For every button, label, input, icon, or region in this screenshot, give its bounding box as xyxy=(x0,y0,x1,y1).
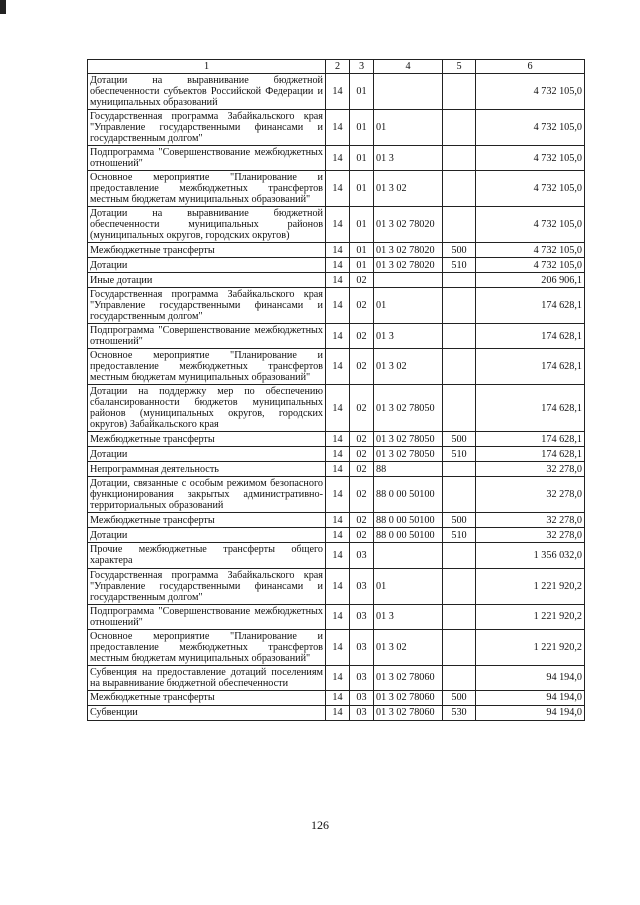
expense-type-code: 500 xyxy=(443,513,476,528)
item-name: Подпрограмма "Совершенствование межбюджетных отношений" xyxy=(88,324,326,349)
target-article-code: 88 0 00 50100 xyxy=(374,477,443,513)
table-row xyxy=(88,477,585,513)
section-code: 14 xyxy=(326,324,350,349)
subsection-code: 02 xyxy=(350,349,374,385)
amount: 174 628,1 xyxy=(476,288,585,324)
item-name: Основное мероприятие "Планирование и предоставление межбюджетных трансфертов местным бюджетам муниципальных образований" xyxy=(88,629,326,665)
header-col-3: 3 xyxy=(350,60,374,74)
target-article-code: 01 xyxy=(374,288,443,324)
amount: 174 628,1 xyxy=(476,432,585,447)
target-article-code: 01 3 xyxy=(374,146,443,171)
section-code: 14 xyxy=(326,543,350,568)
header-col-6: 6 xyxy=(476,60,585,74)
expense-type-code xyxy=(443,477,476,513)
item-name: Подпрограмма "Совершенствование межбюджетных отношений" xyxy=(88,146,326,171)
target-article-code: 01 3 02 78020 xyxy=(374,207,443,243)
section-code: 14 xyxy=(326,705,350,720)
page-number: 126 xyxy=(311,818,329,832)
table-row xyxy=(88,258,585,273)
amount: 4 732 105,0 xyxy=(476,171,585,207)
table-row xyxy=(88,171,585,207)
expense-type-code: 510 xyxy=(443,258,476,273)
section-code: 14 xyxy=(326,629,350,665)
subsection-code: 02 xyxy=(350,528,374,543)
item-name: Межбюджетные трансферты xyxy=(88,513,326,528)
subsection-code: 01 xyxy=(350,74,374,110)
header-col-5: 5 xyxy=(443,60,476,74)
expense-type-code xyxy=(443,543,476,568)
subsection-code: 02 xyxy=(350,385,374,432)
target-article-code: 01 3 02 78060 xyxy=(374,705,443,720)
item-name: Подпрограмма "Совершенствование межбюджетных отношений" xyxy=(88,604,326,629)
amount: 4 732 105,0 xyxy=(476,207,585,243)
section-code: 14 xyxy=(326,207,350,243)
expense-type-code xyxy=(443,629,476,665)
amount: 94 194,0 xyxy=(476,665,585,690)
section-code: 14 xyxy=(326,258,350,273)
target-article-code: 88 0 00 50100 xyxy=(374,513,443,528)
item-name: Основное мероприятие "Планирование и предоставление межбюджетных трансфертов местным бюджетам муниципальных образований" xyxy=(88,349,326,385)
item-name: Основное мероприятие "Планирование и предоставление межбюджетных трансфертов местным бюджетам муниципальных образований" xyxy=(88,171,326,207)
subsection-code: 02 xyxy=(350,513,374,528)
target-article-code: 01 3 02 78060 xyxy=(374,690,443,705)
target-article-code xyxy=(374,74,443,110)
amount: 32 278,0 xyxy=(476,462,585,477)
section-code: 14 xyxy=(326,74,350,110)
target-article-code: 01 3 xyxy=(374,604,443,629)
table-row xyxy=(88,288,585,324)
subsection-code: 03 xyxy=(350,568,374,604)
table-row xyxy=(88,513,585,528)
table-row xyxy=(88,462,585,477)
subsection-code: 02 xyxy=(350,273,374,288)
target-article-code: 01 3 02 78020 xyxy=(374,243,443,258)
expense-type-code xyxy=(443,349,476,385)
target-article-code: 01 xyxy=(374,110,443,146)
header-col-1: 1 xyxy=(88,60,326,74)
amount: 1 356 032,0 xyxy=(476,543,585,568)
expense-type-code xyxy=(443,604,476,629)
subsection-code: 02 xyxy=(350,324,374,349)
target-article-code: 01 3 02 xyxy=(374,349,443,385)
subsection-code: 03 xyxy=(350,665,374,690)
item-name: Государственная программа Забайкальского края "Управление государственными финансами и государственным долгом" xyxy=(88,110,326,146)
section-code: 14 xyxy=(326,243,350,258)
amount: 32 278,0 xyxy=(476,477,585,513)
amount: 1 221 920,2 xyxy=(476,604,585,629)
section-code: 14 xyxy=(326,171,350,207)
subsection-code: 02 xyxy=(350,288,374,324)
table-row xyxy=(88,324,585,349)
table-row xyxy=(88,665,585,690)
section-code: 14 xyxy=(326,462,350,477)
header-col-2: 2 xyxy=(326,60,350,74)
item-name: Дотации на поддержку мер по обеспечению сбалансированности бюджетов муниципальных районов (муниципальных округов, городских округов) Забайкальского края xyxy=(88,385,326,432)
section-code: 14 xyxy=(326,477,350,513)
header-col-4: 4 xyxy=(374,60,443,74)
target-article-code: 01 3 xyxy=(374,324,443,349)
section-code: 14 xyxy=(326,447,350,462)
item-name: Дотации на выравнивание бюджетной обеспеченности субъектов Российской Федерации и муниципальных образований xyxy=(88,74,326,110)
expense-type-code xyxy=(443,324,476,349)
table-row xyxy=(88,385,585,432)
expense-type-code xyxy=(443,462,476,477)
subsection-code: 03 xyxy=(350,604,374,629)
subsection-code: 03 xyxy=(350,543,374,568)
expense-type-code xyxy=(443,288,476,324)
subsection-code: 03 xyxy=(350,705,374,720)
item-name: Дотации на выравнивание бюджетной обеспеченности муниципальных районов (муниципальных округов, городских округов) xyxy=(88,207,326,243)
expense-type-code: 500 xyxy=(443,243,476,258)
amount: 174 628,1 xyxy=(476,385,585,432)
section-code: 14 xyxy=(326,385,350,432)
target-article-code: 01 3 02 xyxy=(374,171,443,207)
target-article-code: 88 xyxy=(374,462,443,477)
table-row xyxy=(88,604,585,629)
subsection-code: 02 xyxy=(350,462,374,477)
expense-type-code xyxy=(443,110,476,146)
item-name: Дотации xyxy=(88,528,326,543)
target-article-code: 01 3 02 78060 xyxy=(374,665,443,690)
target-article-code xyxy=(374,543,443,568)
subsection-code: 03 xyxy=(350,690,374,705)
subsection-code: 01 xyxy=(350,243,374,258)
amount: 94 194,0 xyxy=(476,705,585,720)
target-article-code: 01 xyxy=(374,568,443,604)
amount: 32 278,0 xyxy=(476,513,585,528)
target-article-code: 01 3 02 78050 xyxy=(374,385,443,432)
section-code: 14 xyxy=(326,604,350,629)
amount: 4 732 105,0 xyxy=(476,243,585,258)
expense-type-code xyxy=(443,665,476,690)
item-name: Государственная программа Забайкальского края "Управление государственными финансами и государственным долгом" xyxy=(88,288,326,324)
expense-type-code xyxy=(443,74,476,110)
table-row xyxy=(88,447,585,462)
amount: 1 221 920,2 xyxy=(476,568,585,604)
item-name: Дотации, связанные с особым режимом безопасного функционирования закрытых административно-территориальных образований xyxy=(88,477,326,513)
amount: 1 221 920,2 xyxy=(476,629,585,665)
target-article-code: 01 3 02 xyxy=(374,629,443,665)
table-row xyxy=(88,243,585,258)
amount: 4 732 105,0 xyxy=(476,74,585,110)
subsection-code: 02 xyxy=(350,477,374,513)
table-row xyxy=(88,629,585,665)
item-name: Прочие межбюджетные трансферты общего характера xyxy=(88,543,326,568)
section-code: 14 xyxy=(326,568,350,604)
table-row xyxy=(88,528,585,543)
expense-type-code: 500 xyxy=(443,690,476,705)
item-name: Иные дотации xyxy=(88,273,326,288)
target-article-code: 01 3 02 78050 xyxy=(374,447,443,462)
scan-corner-mark xyxy=(0,0,6,14)
item-name: Государственная программа Забайкальского края "Управление государственными финансами и государственным долгом" xyxy=(88,568,326,604)
subsection-code: 01 xyxy=(350,207,374,243)
amount: 4 732 105,0 xyxy=(476,258,585,273)
amount: 4 732 105,0 xyxy=(476,146,585,171)
expense-type-code xyxy=(443,568,476,604)
subsection-code: 01 xyxy=(350,110,374,146)
amount: 32 278,0 xyxy=(476,528,585,543)
item-name: Непрограммная деятельность xyxy=(88,462,326,477)
table-header-row xyxy=(88,60,585,74)
table-row xyxy=(88,690,585,705)
section-code: 14 xyxy=(326,513,350,528)
expense-type-code: 500 xyxy=(443,432,476,447)
item-name: Субвенции xyxy=(88,705,326,720)
expense-type-code: 510 xyxy=(443,528,476,543)
target-article-code: 88 0 00 50100 xyxy=(374,528,443,543)
amount: 206 906,1 xyxy=(476,273,585,288)
subsection-code: 01 xyxy=(350,171,374,207)
item-name: Субвенция на предоставление дотаций поселениям на выравнивание бюджетной обеспеченности xyxy=(88,665,326,690)
expense-type-code xyxy=(443,273,476,288)
table-row xyxy=(88,74,585,110)
table-row xyxy=(88,349,585,385)
section-code: 14 xyxy=(326,110,350,146)
target-article-code: 01 3 02 78020 xyxy=(374,258,443,273)
target-article-code: 01 3 02 78050 xyxy=(374,432,443,447)
table-row xyxy=(88,543,585,568)
section-code: 14 xyxy=(326,528,350,543)
subsection-code: 02 xyxy=(350,447,374,462)
subsection-code: 02 xyxy=(350,432,374,447)
section-code: 14 xyxy=(326,146,350,171)
subsection-code: 01 xyxy=(350,258,374,273)
expense-type-code: 530 xyxy=(443,705,476,720)
section-code: 14 xyxy=(326,665,350,690)
budget-table xyxy=(87,59,585,721)
target-article-code xyxy=(374,273,443,288)
table-row xyxy=(88,146,585,171)
expense-type-code xyxy=(443,207,476,243)
table-row xyxy=(88,705,585,720)
item-name: Дотации xyxy=(88,447,326,462)
amount: 174 628,1 xyxy=(476,447,585,462)
section-code: 14 xyxy=(326,273,350,288)
expense-type-code xyxy=(443,385,476,432)
section-code: 14 xyxy=(326,432,350,447)
amount: 174 628,1 xyxy=(476,324,585,349)
section-code: 14 xyxy=(326,288,350,324)
amount: 174 628,1 xyxy=(476,349,585,385)
expense-type-code xyxy=(443,146,476,171)
item-name: Дотации xyxy=(88,258,326,273)
table-row xyxy=(88,432,585,447)
amount: 4 732 105,0 xyxy=(476,110,585,146)
table-row xyxy=(88,273,585,288)
section-code: 14 xyxy=(326,349,350,385)
item-name: Межбюджетные трансферты xyxy=(88,243,326,258)
subsection-code: 03 xyxy=(350,629,374,665)
table-row xyxy=(88,568,585,604)
subsection-code: 01 xyxy=(350,146,374,171)
table-row xyxy=(88,110,585,146)
amount: 94 194,0 xyxy=(476,690,585,705)
table-row xyxy=(88,207,585,243)
section-code: 14 xyxy=(326,690,350,705)
expense-type-code: 510 xyxy=(443,447,476,462)
item-name: Межбюджетные трансферты xyxy=(88,432,326,447)
item-name: Межбюджетные трансферты xyxy=(88,690,326,705)
expense-type-code xyxy=(443,171,476,207)
